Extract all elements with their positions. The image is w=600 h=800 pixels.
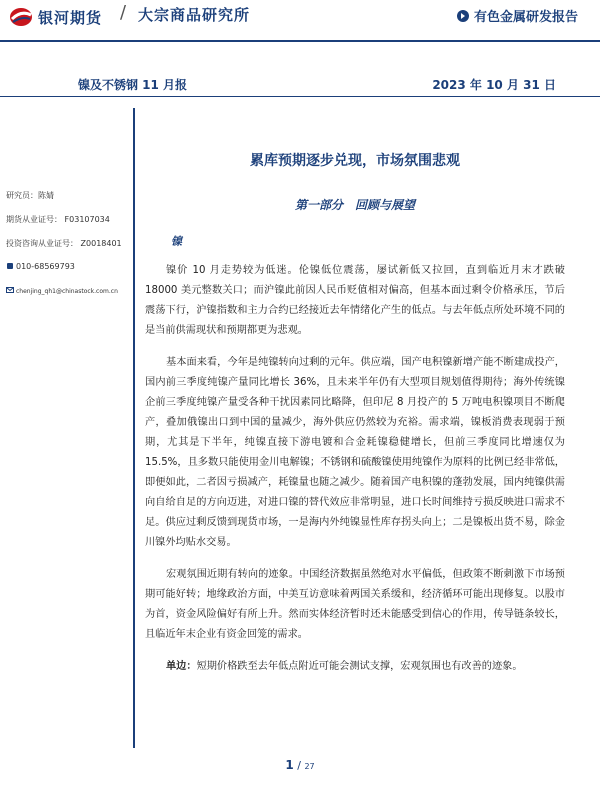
document-title: 累库预期逐步兑现，市场氛围悲观: [250, 153, 460, 169]
paragraph-4-lead: 单边：: [166, 661, 197, 672]
paragraph-4-text: 短期价格跌至去年低点附近可能会测试支撑，宏观氛围也有改善的迹象。: [196, 661, 523, 672]
mail-icon: [6, 286, 14, 294]
sub-header-rule: [0, 96, 600, 97]
paragraph-1: 镍价 10 月走势较为低迷。伦镍低位震荡，屡试新低又拉回，直到临近月末才跌破 18000 美元整数关口；而沪镍此前因人民币贬值相对偏高，但基本面过剩令价格承压，节后震荡下行，沪镍指数和主力合约已经接近去年情绪化产生的低点。与去年低点所处环境不同的是当前供需现状和预期都更为悲观。: [145, 265, 565, 336]
email-address: chenjing_qh1@chinastock.com.cn: [16, 288, 118, 295]
page-number: 1: [285, 758, 294, 772]
analyst-sidebar: [6, 190, 130, 310]
report-type: 有色金属研发报告: [473, 10, 578, 25]
paragraph-2: 基本面来看，今年是纯镍转向过剩的元年。供应端，国产电积镍新增产能不断建成投产，国内前三季度纯镍产量同比增长 36%，且未来半年仍有大型项目规划值得期待；海外传统镍企前三季度纯镍产量受各种干扰因素同比略降，但印尼 8 月投产的 5 万吨电积镍项目不断爬产，叠加俄镍出口到中国的量减少，海外供应仍然较为充裕。需求端，镍板消费表现弱于预期，尤其是下半年，纯镍直接下游电镀和合金耗镍稳健增长，但前三季度同比增速仅为 15.5%，且多数只能使用金川电解镍；不锈钢和硫酸镍使用纯镍作为原料的比例已经非常低，即便如此，二者因亏损减产，耗镍量也随之减少。随着国产电积镍的蓬勃发展，国内纯镍供需向自给自足的方向迈进，对进口镍的替代效应非常明显，进口长时间维持亏损反映进口需求不足。供应过剩反馈到现货市场，一是海内外纯镍显性库存拐头向上；二是镍板出货不易，除金川镍外均贴水交易。: [145, 357, 565, 548]
galaxy-logo: [8, 6, 128, 28]
paragraph-4: [145, 657, 565, 677]
page-total: 27: [304, 762, 315, 771]
phone-row: [6, 262, 130, 274]
main-content: [145, 140, 565, 687]
phone-icon: [6, 262, 14, 270]
circle-arrow-icon: [456, 9, 470, 23]
sidebar-divider: [133, 108, 135, 748]
galaxy-logo-icon: [8, 6, 34, 28]
header-divider: /: [120, 2, 127, 23]
sub-header: [0, 76, 600, 98]
header-rule: [0, 40, 600, 42]
email-row: [6, 286, 130, 298]
page-footer: [0, 758, 600, 772]
analyst-name: 研究员：陈婧: [6, 191, 54, 200]
part-title: 第一部分 回顾与展望: [294, 198, 415, 212]
invest-cert: 投资咨询从业证号： Z0018401: [6, 239, 122, 248]
section-heading: 镍: [171, 235, 182, 248]
page-header: [0, 0, 600, 44]
phone-number: 010-68569793: [16, 262, 75, 271]
org-title: 大宗商品研究所: [138, 6, 251, 24]
futures-cert: 期货从业证号： F03107034: [6, 215, 110, 224]
report-type-badge: [456, 6, 578, 26]
report-title: 镍及不锈钢 11 月报: [78, 78, 188, 92]
page-separator: /: [297, 759, 305, 772]
paragraph-3: 宏观氛围近期有转向的迹象。中国经济数据虽然绝对水平偏低，但政策不断刺激下市场预期可能好转；地缘政治方面，中美互访意味着两国关系缓和，经济循环可能出现修复。以股市为首，资金风险偏好有所上升。然而实体经济暂时还未能感受到信心的作用，传导链条较长，且临近年末企业有资金回笼的需求。: [145, 569, 565, 640]
report-date: 2023 年 10 月 31 日: [432, 78, 556, 92]
brand-name: 银河期货: [38, 9, 103, 27]
